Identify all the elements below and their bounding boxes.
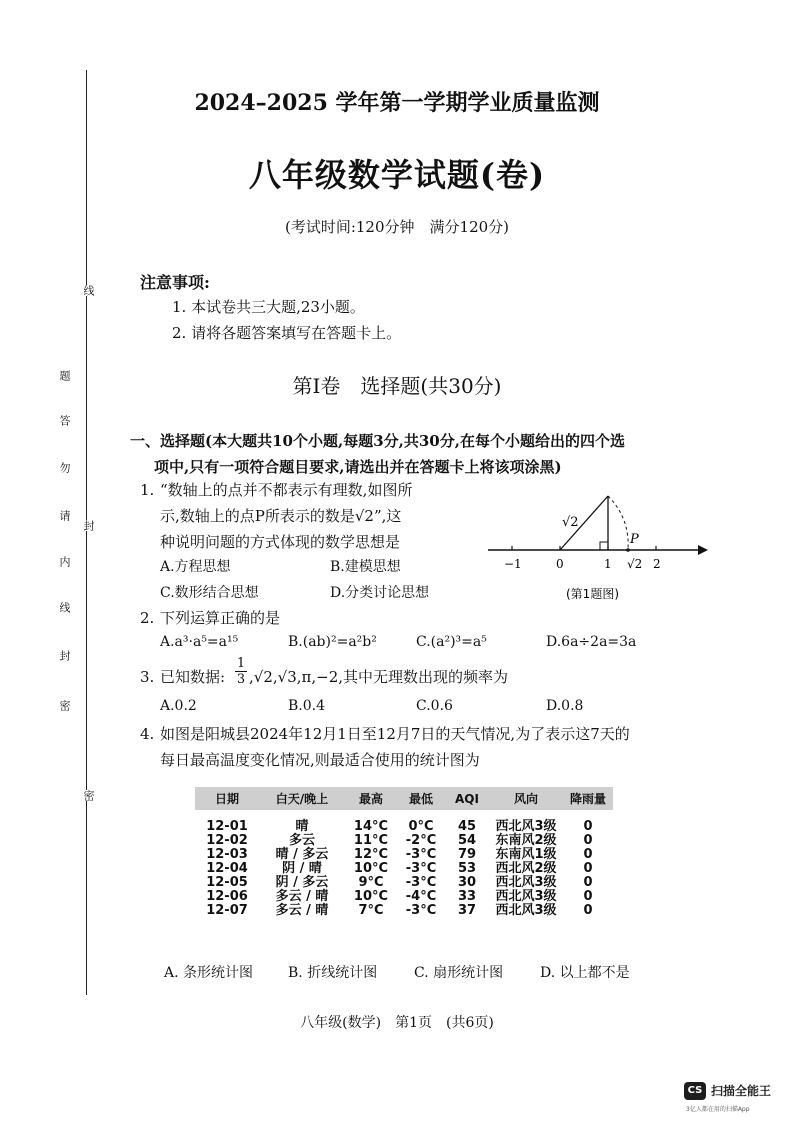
table-cell: 12-03 <box>206 847 248 862</box>
q3-fraction <box>235 656 247 687</box>
table-cell: 阴 / 晴 <box>282 861 322 876</box>
scanner-name: 扫描全能王 <box>711 1084 772 1098</box>
table-cell: 14°C <box>353 819 389 834</box>
section-title: 第Ⅰ卷 选择题(共30分) <box>292 374 502 398</box>
notice-item: 2. 请将各题答案填写在答题卡上。 <box>172 324 402 342</box>
exam-title: 2024–2025 学年第一学期学业质量监测 <box>194 90 600 116</box>
table-cell: 7°C <box>358 903 384 918</box>
table-cell: -3°C <box>405 875 437 890</box>
q2-number: 2. <box>140 609 155 627</box>
q2-option-b: B.(ab)²=a²b² <box>288 634 377 650</box>
table-header-row <box>195 787 613 810</box>
table-header-cell: 日期 <box>195 787 259 810</box>
q1-figure-caption: (第1题图) <box>566 587 619 601</box>
hyp-label: √2 <box>562 515 579 530</box>
q2-option-d: D.6a÷2a=3a <box>546 634 637 650</box>
table-cell: 西北风3级 <box>495 889 557 904</box>
table-cell: 0 <box>583 889 593 904</box>
q1-line3: 种说明问题的方式体现的数学思想是 <box>160 533 401 551</box>
q3-option-a: A.0.2 <box>160 698 197 714</box>
table-cell: 0 <box>583 903 593 918</box>
q3-stem-prefix: 已知数据: <box>160 668 226 686</box>
binding-label: 答 <box>58 415 71 426</box>
table-cell: 12-05 <box>206 875 248 890</box>
q2-option-c: C.(a²)³=a⁵ <box>416 634 487 650</box>
q1-option-a: A.方程思想 <box>160 559 231 575</box>
binding-label: 封 <box>58 650 71 661</box>
table-cell: 晴 <box>295 819 309 834</box>
table-cell: 45 <box>457 819 477 834</box>
q1-line2: 示,数轴上的点P所表示的数是√2”,这 <box>160 507 402 525</box>
table-cell: -3°C <box>405 903 437 918</box>
page-footer: 八年级(数学) 第1页 (共6页) <box>300 1015 494 1031</box>
q4-option-d: D. 以上都不是 <box>540 965 630 981</box>
table-cell: 多云 <box>288 833 315 848</box>
q1-option-b: B.建模思想 <box>330 559 401 575</box>
table-row <box>195 904 613 918</box>
table-cell: 12-01 <box>206 819 248 834</box>
time-info: (考试时间:120分钟 满分120分) <box>284 218 510 236</box>
p-value-label: √2 <box>627 557 643 571</box>
table-header-cell: 白天/晚上 <box>259 787 345 810</box>
table-cell: 东南风2级 <box>495 833 557 848</box>
table-row <box>195 876 613 890</box>
table-cell: 53 <box>457 861 477 876</box>
table-cell: 0 <box>583 819 593 834</box>
q4-option-b: B. 折线统计图 <box>288 965 378 981</box>
q4-line1: 如图是阳城县2024年12月1日至12月7日的天气情况,为了表示这7天的 <box>160 725 630 743</box>
part-heading-line1: 一、选择题(本大题共10个小题,每题3分,共30分,在每个小题给出的四个选 <box>130 432 625 450</box>
scanner-logo-icon: CS <box>684 1082 706 1100</box>
right-angle-mark <box>600 542 608 550</box>
table-cell: 54 <box>457 833 477 848</box>
q4-option-a: A. 条形统计图 <box>164 965 254 981</box>
q4-weather-table-wrap <box>195 787 613 918</box>
table-cell: 东南风1级 <box>495 847 557 862</box>
part-heading <box>130 428 730 480</box>
table-row <box>195 834 613 848</box>
q1-number: 1. <box>140 481 155 499</box>
q3-fraction-num: 1 <box>236 656 246 671</box>
binding-label: 内 <box>58 556 71 567</box>
table-header-cell: 最高 <box>345 787 397 810</box>
table-cell: 12-06 <box>206 889 248 904</box>
table-cell: 30 <box>457 875 477 890</box>
table-row <box>195 862 613 876</box>
q4-option-c: C. 扇形统计图 <box>414 965 504 981</box>
q4-number: 4. <box>140 725 155 743</box>
q1-number-line-figure <box>480 488 720 608</box>
table-header-cell: 降雨量 <box>563 787 613 810</box>
table-cell: -3°C <box>405 861 437 876</box>
binding-label: 勿 <box>58 462 71 473</box>
table-cell: 33 <box>457 889 477 904</box>
table-cell: 79 <box>457 847 477 862</box>
table-row <box>195 848 613 862</box>
q3-option-d: D.0.8 <box>546 698 584 714</box>
table-header-cell: 风向 <box>489 787 563 810</box>
table-row <box>195 890 613 904</box>
q3-number: 3. <box>140 668 155 686</box>
table-cell: 12-04 <box>206 861 248 876</box>
binding-label: 线 <box>58 602 71 613</box>
table-cell: 12-02 <box>206 833 248 848</box>
table-cell: 阴 / 多云 <box>275 875 329 890</box>
binding-label: 封 <box>76 520 96 531</box>
table-cell: 12°C <box>353 847 389 862</box>
table-cell: 11°C <box>353 833 389 848</box>
binding-label: 请 <box>58 510 71 521</box>
q1-option-c: C.数形结合思想 <box>160 585 259 601</box>
binding-label: 密 <box>58 700 71 711</box>
q3-option-c: C.0.6 <box>416 698 453 714</box>
point-p <box>626 548 630 552</box>
binding-line <box>86 70 87 995</box>
part-heading-line2: 项中,只有一项符合题目要求,请选出并在答题卡上将该项涂黑) <box>154 458 562 476</box>
table-cell: 多云 / 晴 <box>275 903 329 918</box>
table-cell: 西北风3级 <box>495 875 557 890</box>
table-cell: 37 <box>457 903 477 918</box>
table-cell: 多云 / 晴 <box>275 889 329 904</box>
q3-stem-suffix: ,√2,√3,π,−2,其中无理数出现的频率为 <box>249 668 509 686</box>
arc-dashed <box>608 496 628 550</box>
q3-fraction-den: 3 <box>236 672 246 687</box>
table-header-cell: AQI <box>445 787 489 810</box>
tick-label: −1 <box>504 557 522 571</box>
table-cell: 0 <box>583 833 593 848</box>
tick-label: 2 <box>653 557 661 571</box>
table-row <box>195 820 613 834</box>
table-cell: 0°C <box>408 819 434 834</box>
table-cell: 9°C <box>358 875 384 890</box>
q4-line2: 每日最高温度变化情况,则最适合使用的统计图为 <box>160 751 480 769</box>
q2-option-a: A.a³·a⁵=a¹⁵ <box>160 634 239 650</box>
table-cell: 0 <box>583 847 593 862</box>
q4-weather-table <box>195 787 613 918</box>
table-cell: -4°C <box>405 889 437 904</box>
table-cell: 10°C <box>353 861 389 876</box>
table-cell: 12-07 <box>206 903 248 918</box>
notice-item: 1. 本试卷共三大题,23小题。 <box>172 298 365 316</box>
binding-label: 线 <box>76 285 96 296</box>
q4-stem <box>160 721 720 773</box>
q3-option-b: B.0.4 <box>288 698 326 714</box>
q1-line1: “数轴上的点并不都表示有理数,如图所 <box>160 481 413 499</box>
binding-label: 密 <box>76 790 96 801</box>
q1-option-d: D.分类讨论思想 <box>330 585 430 601</box>
table-header-cell: 最低 <box>397 787 445 810</box>
binding-label: 题 <box>58 370 71 381</box>
q2-stem: 下列运算正确的是 <box>160 609 281 627</box>
scanner-tagline: 3亿人都在用的扫描App <box>686 1106 750 1113</box>
q1-stem <box>160 477 480 555</box>
table-cell: 10°C <box>353 889 389 904</box>
p-label: P <box>630 532 639 547</box>
table-cell: -2°C <box>405 833 437 848</box>
tick-label: 1 <box>604 557 612 571</box>
main-title: 八年级数学试题(卷) <box>248 156 546 194</box>
table-cell: 晴 / 多云 <box>275 847 329 862</box>
table-cell: 西北风3级 <box>495 819 557 834</box>
table-cell: 西北风2级 <box>495 861 557 876</box>
number-line-arrow <box>698 545 708 555</box>
table-cell: 0 <box>583 875 593 890</box>
table-cell: -3°C <box>405 847 437 862</box>
table-cell: 西北风3级 <box>495 903 557 918</box>
notice-title: 注意事项: <box>140 273 210 292</box>
table-cell: 0 <box>583 861 593 876</box>
tick-label: 0 <box>556 557 564 571</box>
